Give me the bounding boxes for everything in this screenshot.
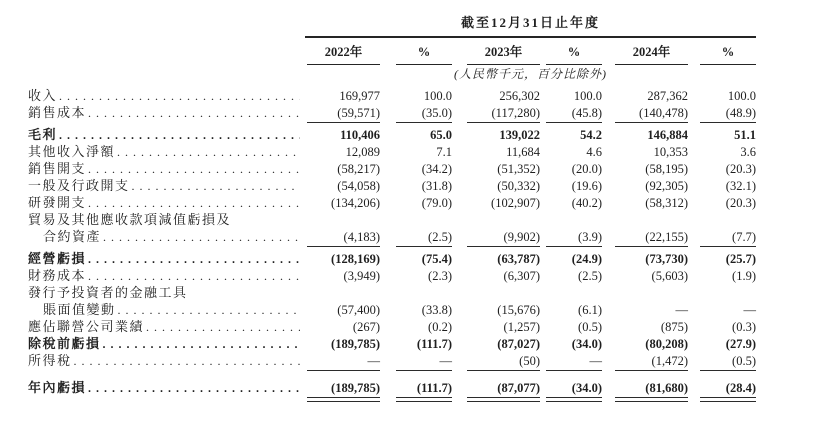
cell-pct-1: (111.7) (416, 337, 452, 351)
cell-2022: (189,785) (331, 381, 380, 395)
row-label: 除稅前虧損 (28, 336, 101, 351)
row-label: 其他收入淨額 (28, 144, 116, 159)
rule-line (396, 397, 452, 402)
dot-leader (74, 352, 300, 370)
cell-pct-1: (35.0) (421, 106, 452, 120)
cell-pct-3: (20.3) (725, 162, 756, 176)
cell-2022: (267) (352, 320, 380, 334)
dot-leader (117, 143, 300, 161)
cell-2024: (5,603) (651, 269, 688, 283)
cell-pct-1: (2.3) (428, 269, 452, 283)
cell-2024: (1,472) (651, 354, 688, 368)
cell-pct-3: (28.4) (725, 381, 756, 395)
cell-2022: (58,217) (337, 162, 380, 176)
rule-line (700, 122, 756, 123)
cell-pct-1: (79.0) (421, 196, 452, 210)
cell-2023: (117,280) (491, 106, 540, 120)
cell-pct-2: — (589, 354, 602, 368)
rule-line (307, 370, 380, 371)
cell-pct-3: (7.7) (732, 230, 756, 244)
cell-pct-2: (40.2) (571, 196, 602, 210)
cell-2022: (57,400) (337, 303, 380, 317)
cell-2022: (128,169) (331, 252, 380, 266)
dot-leader (88, 160, 300, 178)
rule-line (546, 370, 602, 371)
cell-2023: (1,257) (503, 320, 540, 334)
table-row (28, 104, 831, 121)
cell-2024: (22,155) (645, 230, 688, 244)
cell-pct-2: 100.0 (573, 89, 602, 103)
cell-2023: 139,022 (499, 128, 540, 142)
cell-pct-1: (2.5) (428, 230, 452, 244)
cell-pct-3: (20.3) (725, 196, 756, 210)
cell-2023: (87,077) (497, 381, 540, 395)
cell-2024: (81,680) (645, 381, 688, 395)
dot-leader (88, 104, 300, 122)
table-row (28, 301, 831, 318)
double-rule-row (28, 396, 831, 404)
table-row (28, 318, 831, 335)
cell-pct-2: (24.9) (571, 252, 602, 266)
cell-pct-2: (19.6) (571, 179, 602, 193)
cell-2024: (58,312) (645, 196, 688, 210)
cell-pct-3: — (743, 303, 756, 317)
row-label: 銷售成本 (28, 105, 87, 120)
dot-leader (59, 87, 300, 105)
cell-2022: (59,571) (337, 106, 380, 120)
cell-pct-1: 65.0 (430, 128, 452, 142)
cell-pct-3: (27.9) (725, 337, 756, 351)
table-row (28, 143, 831, 160)
row-label: 年內虧損 (28, 380, 87, 395)
table-row (28, 194, 831, 211)
column-header-2023: 2023年 (467, 43, 540, 65)
rule-line (546, 122, 602, 123)
cell-pct-2: (34.0) (571, 337, 602, 351)
rule-line (307, 397, 380, 402)
cell-pct-1: (31.8) (421, 179, 452, 193)
cell-2024: 146,884 (647, 128, 688, 142)
table-row-continued (28, 211, 831, 228)
column-header-pct-3: % (700, 43, 756, 65)
single-rule-row (28, 369, 831, 374)
cell-2022: (4,183) (343, 230, 380, 244)
cell-2024: (92,305) (645, 179, 688, 193)
dot-leader (88, 250, 300, 268)
table-row (28, 126, 831, 143)
cell-2023: (102,907) (491, 196, 540, 210)
row-label: 收入 (28, 88, 58, 103)
rule-line (546, 397, 602, 402)
cell-pct-1: (34.2) (421, 162, 452, 176)
cell-2023: 11,684 (506, 145, 540, 159)
table-row (28, 87, 831, 104)
cell-pct-2: (6.1) (578, 303, 602, 317)
cell-2022: (3,949) (343, 269, 380, 283)
table-header-spanner (305, 12, 756, 38)
cell-pct-3: 100.0 (727, 89, 756, 103)
cell-pct-2: 4.6 (586, 145, 602, 159)
rule-line (396, 246, 452, 247)
cell-2022: (54,058) (337, 179, 380, 193)
column-header-row (28, 43, 831, 61)
row-label: 銷售開支 (28, 161, 87, 176)
rule-line (546, 246, 602, 247)
cell-2022: 110,406 (340, 128, 380, 142)
cell-2024: (58,195) (645, 162, 688, 176)
table-row (28, 177, 831, 194)
cell-2024: (73,730) (645, 252, 688, 266)
dot-leader (59, 126, 300, 144)
dot-leader (132, 177, 300, 195)
cell-pct-2: (45.8) (571, 106, 602, 120)
rule-spacer (28, 396, 305, 404)
table-row (28, 228, 831, 245)
cell-2023: (15,676) (497, 303, 540, 317)
unit-note: (人民幣千元，百分比除外) (454, 67, 607, 81)
table-row (28, 160, 831, 177)
rule-line (700, 246, 756, 247)
cell-pct-3: (32.1) (725, 179, 756, 193)
table-title: 截至12月31日止年度 (460, 15, 600, 30)
cell-pct-1: (33.8) (421, 303, 452, 317)
cell-2022: — (367, 354, 380, 368)
cell-pct-1: (0.2) (428, 320, 452, 334)
cell-2023: (50) (519, 354, 540, 368)
cell-2023: (87,027) (497, 337, 540, 351)
cell-2022: (189,785) (331, 337, 380, 351)
cell-pct-3: (0.3) (732, 320, 756, 334)
dot-leader (146, 318, 300, 336)
dot-leader (88, 379, 300, 397)
cell-2024: — (675, 303, 688, 317)
rule-line (467, 370, 540, 371)
row-label: 賬面值變動 (43, 302, 116, 317)
cell-2023: 256,302 (499, 89, 540, 103)
cell-2024: 287,362 (647, 89, 688, 103)
column-header-2024: 2024年 (615, 43, 688, 65)
rule-line (396, 122, 452, 123)
cell-pct-2: (20.0) (571, 162, 602, 176)
cell-2023: (63,787) (497, 252, 540, 266)
rule-line (307, 246, 380, 247)
cell-pct-2: (3.9) (578, 230, 602, 244)
cell-pct-1: 100.0 (423, 89, 452, 103)
table-row (28, 379, 831, 396)
dot-leader (88, 267, 300, 285)
row-label: 應佔聯營公司業績 (28, 319, 145, 334)
cell-pct-1: (75.4) (421, 252, 452, 266)
cell-pct-2: (34.0) (571, 381, 602, 395)
rule-line (615, 246, 688, 247)
table-row (28, 250, 831, 267)
row-label: 一般及行政開支 (28, 178, 130, 193)
table-body (28, 87, 831, 404)
table-row (28, 267, 831, 284)
column-header-2022: 2022年 (307, 43, 380, 65)
row-label: 研發開支 (28, 195, 87, 210)
row-label: 財務成本 (28, 268, 87, 283)
cell-2022: 169,977 (339, 89, 380, 103)
rule-line (615, 370, 688, 371)
table-row (28, 335, 831, 352)
cell-pct-3: (25.7) (725, 252, 756, 266)
rule-line (467, 122, 540, 123)
cell-pct-2: (2.5) (578, 269, 602, 283)
row-label: 所得稅 (28, 353, 72, 368)
rule-line (615, 397, 688, 402)
cell-pct-1: (111.7) (416, 381, 452, 395)
table-row-continued (28, 284, 831, 301)
dot-leader (103, 335, 300, 353)
cell-2024: (875) (660, 320, 688, 334)
cell-2023: (51,352) (497, 162, 540, 176)
cell-2024: (140,478) (639, 106, 688, 120)
rule-line (396, 370, 452, 371)
rule-line (700, 397, 756, 402)
title-rule (305, 36, 756, 38)
cell-pct-1: 7.1 (436, 145, 452, 159)
rule-line (307, 122, 380, 123)
table-row (28, 352, 831, 369)
cell-pct-3: (0.5) (732, 354, 756, 368)
row-label: 合約資產 (43, 229, 102, 244)
column-header-pct-1: % (396, 43, 452, 65)
cell-2023: (9,902) (503, 230, 540, 244)
row-label: 發行予投資者的金融工具 (28, 285, 188, 300)
dot-leader (118, 301, 300, 319)
row-label: 貿易及其他應收款項減值虧損及 (28, 212, 232, 227)
cell-2022: (134,206) (331, 196, 380, 210)
rule-line (467, 246, 540, 247)
cell-pct-3: 3.6 (740, 145, 756, 159)
cell-2024: (80,208) (645, 337, 688, 351)
cell-pct-3: 51.1 (734, 128, 756, 142)
dot-leader (88, 194, 300, 212)
cell-2023: (6,307) (503, 269, 540, 283)
rule-spacer (28, 369, 305, 374)
cell-2022: 12,089 (345, 145, 380, 159)
row-label: 經營虧損 (28, 251, 87, 266)
column-header-pct-2: % (546, 43, 602, 65)
cell-pct-3: (1.9) (732, 269, 756, 283)
rule-line (615, 122, 688, 123)
dot-leader (103, 228, 300, 246)
row-label: 毛利 (28, 127, 58, 142)
cell-pct-2: (0.5) (578, 320, 602, 334)
cell-pct-2: 54.2 (580, 128, 602, 142)
rule-line (700, 370, 756, 371)
rule-line (467, 397, 540, 402)
cell-2023: (50,332) (497, 179, 540, 193)
cell-pct-1: — (439, 354, 452, 368)
cell-2024: 10,353 (653, 145, 688, 159)
cell-pct-3: (48.9) (725, 106, 756, 120)
